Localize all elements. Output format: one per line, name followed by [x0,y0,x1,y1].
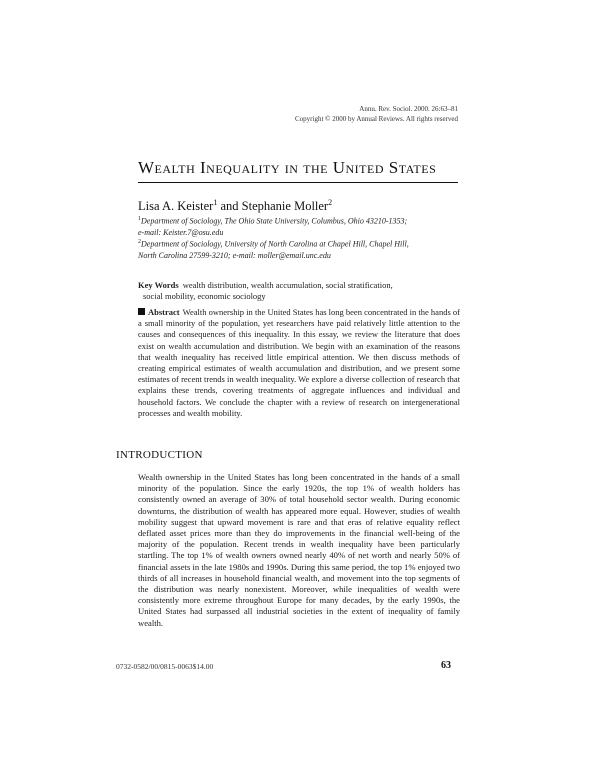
author-2-sup: 2 [328,198,333,207]
author-1-sup: 1 [213,198,218,207]
author-2: Stephanie Moller [241,199,329,214]
author-joiner: and [217,199,242,214]
affiliation-1-sup: 1 [138,216,141,222]
introduction-paragraph: Wealth ownership in the United States has long been concentrated in the hands of a small minority of the population. Since the early 1920s, the top 1% of wealth holders has consistently owned an average of 30% of total household sector wealth. During economic downturns, the distribution of wealth has appeared more equal. However, studies of wealth mobility suggest that upward movement is rare and that eras of relative equality reflect deflated asset prices more than they do improvements in the financial well-being of the majority of the population. Recent trends in wealth inequality have been particularly startling. The top 1% of wealth owners owned nearly 40% of net worth and nearly 50% of financial assets in the late 1980s and 1990s. During this same period, the top 1% enjoyed two thirds of all increases in household financial wealth, and movement into the top segments of the distribution was nearly nonexistent. Moreover, while inequalities of wealth were consistently more extreme throughout Europe for many decades, by the early 1990s, the United States had surpassed all industrial societies in the extent of inequality of family wealth. [138,472,460,628]
page-number: 63 [441,660,451,671]
affiliation-1-line2: e-mail: Keister.7@osu.edu [138,227,224,237]
footer-code: 0732-0582/00/0815-0063$14.00 [116,662,214,671]
keywords-block [138,280,460,302]
title-rule [138,182,458,183]
keywords-label: Key Words [138,280,179,290]
author-1: Lisa A. Keister [138,199,214,214]
affiliation-1 [138,214,460,238]
affiliation-2-line2: North Carolina 27599-3210; e-mail: moller@email.unc.edu [138,250,331,260]
keywords-line1: wealth distribution, wealth accumulation, social stratification, [182,280,393,290]
abstract-block [138,307,460,419]
affiliation-2-sup: 2 [138,239,141,245]
affiliation-2-line1: Department of Sociology, University of North Carolina at Chapel Hill, Chapel Hill, [141,239,409,249]
affiliation-2 [138,237,460,261]
author-line [138,198,332,214]
journal-citation: Annu. Rev. Sociol. 2000. 26:63–81 [359,105,458,113]
abstract-square-icon [138,308,145,315]
section-heading-introduction: INTRODUCTION [116,449,203,461]
keywords-line2: social mobility, economic sociology [143,291,266,301]
article-title: Wealth Inequality in the United States [138,158,437,177]
journal-info [295,104,458,124]
affiliation-1-line1: Department of Sociology, The Ohio State University, Columbus, Ohio 43210-1353; [141,216,408,226]
journal-copyright: Copyright © 2000 by Annual Reviews. All rights reserved [295,115,458,123]
abstract-text: Wealth ownership in the United States has long been concentrated in the hands of a small minority of the population, yet researchers have paid relatively little attention to the causes and consequences of this inequality. In this essay, we review the literature that does exist on wealth accumulation and distribution. We begin with an examination of the reasons that wealth inequality has received little empirical attention. We then discuss methods of creating empirical estimates of wealth accumulation and distribution, and we present some estimates of recent trends in wealth inequality. We explore a diverse collection of research that explains these trends, covering treatments of aggregate influences and individual and household factors. We conclude the chapter with a review of research on intergenerational processes and wealth mobility. [138,307,460,418]
abstract-label: Abstract [148,307,180,317]
